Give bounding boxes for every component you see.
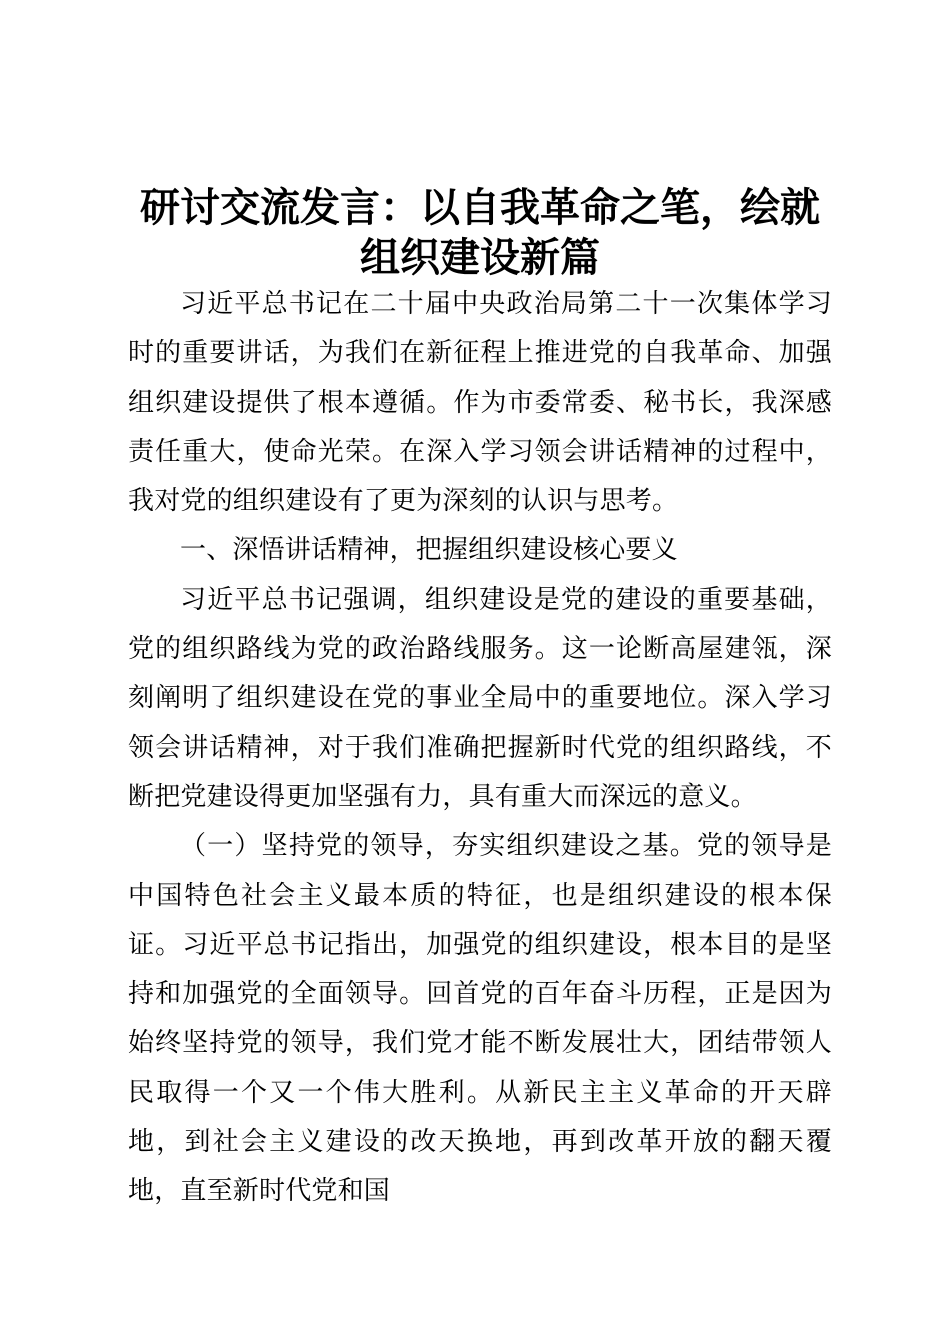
- subsection-1-paragraph: （一）坚持党的领导，夯实组织建设之基。党的领导是中国特色社会主义最本质的特征，也是组织建设的根本保证。习近平总书记指出，加强党的组织建设，根本目的是坚持和加强党的全面领导。回首党的百年奋斗历程，正是因为始终坚持党的领导，我们党才能不断发展壮大，团结带领人民取得一个又一个伟大胜利。从新民主主义革命的开天辟地，到社会主义建设的改天换地，再到改革开放的翻天覆地，直至新时代党和国: [128, 831, 832, 1207]
- intro-paragraph: 习近平总书记在二十届中央政治局第二十一次集体学习时的重要讲话，为我们在新征程上推进党的自我革命、加强组织建设提供了根本遵循。作为市委常委、秘书长，我深感责任重大，使命光荣。在深入学习领会讲话精神的过程中，我对党的组织建设有了更为深刻的认识与思考。: [128, 289, 832, 517]
- document-title-line-2: 组织建设新篇: [360, 234, 600, 281]
- document-body: [128, 280, 832, 1217]
- section-heading-1: 一、深悟讲话精神，把握组织建设核心要义: [180, 535, 678, 566]
- document-title-line-1: 研讨交流发言：以自我革命之笔，绘就: [140, 184, 820, 231]
- section-1-paragraph: 习近平总书记强调，组织建设是党的建设的重要基础，党的组织路线为党的政治路线服务。这一论断高屋建瓴，深刻阐明了组织建设在党的事业全局中的重要地位。深入学习领会讲话精神，对于我们准确把握新时代党的组织路线，不断把党建设得更加坚强有力，具有重大而深远的意义。: [128, 584, 832, 812]
